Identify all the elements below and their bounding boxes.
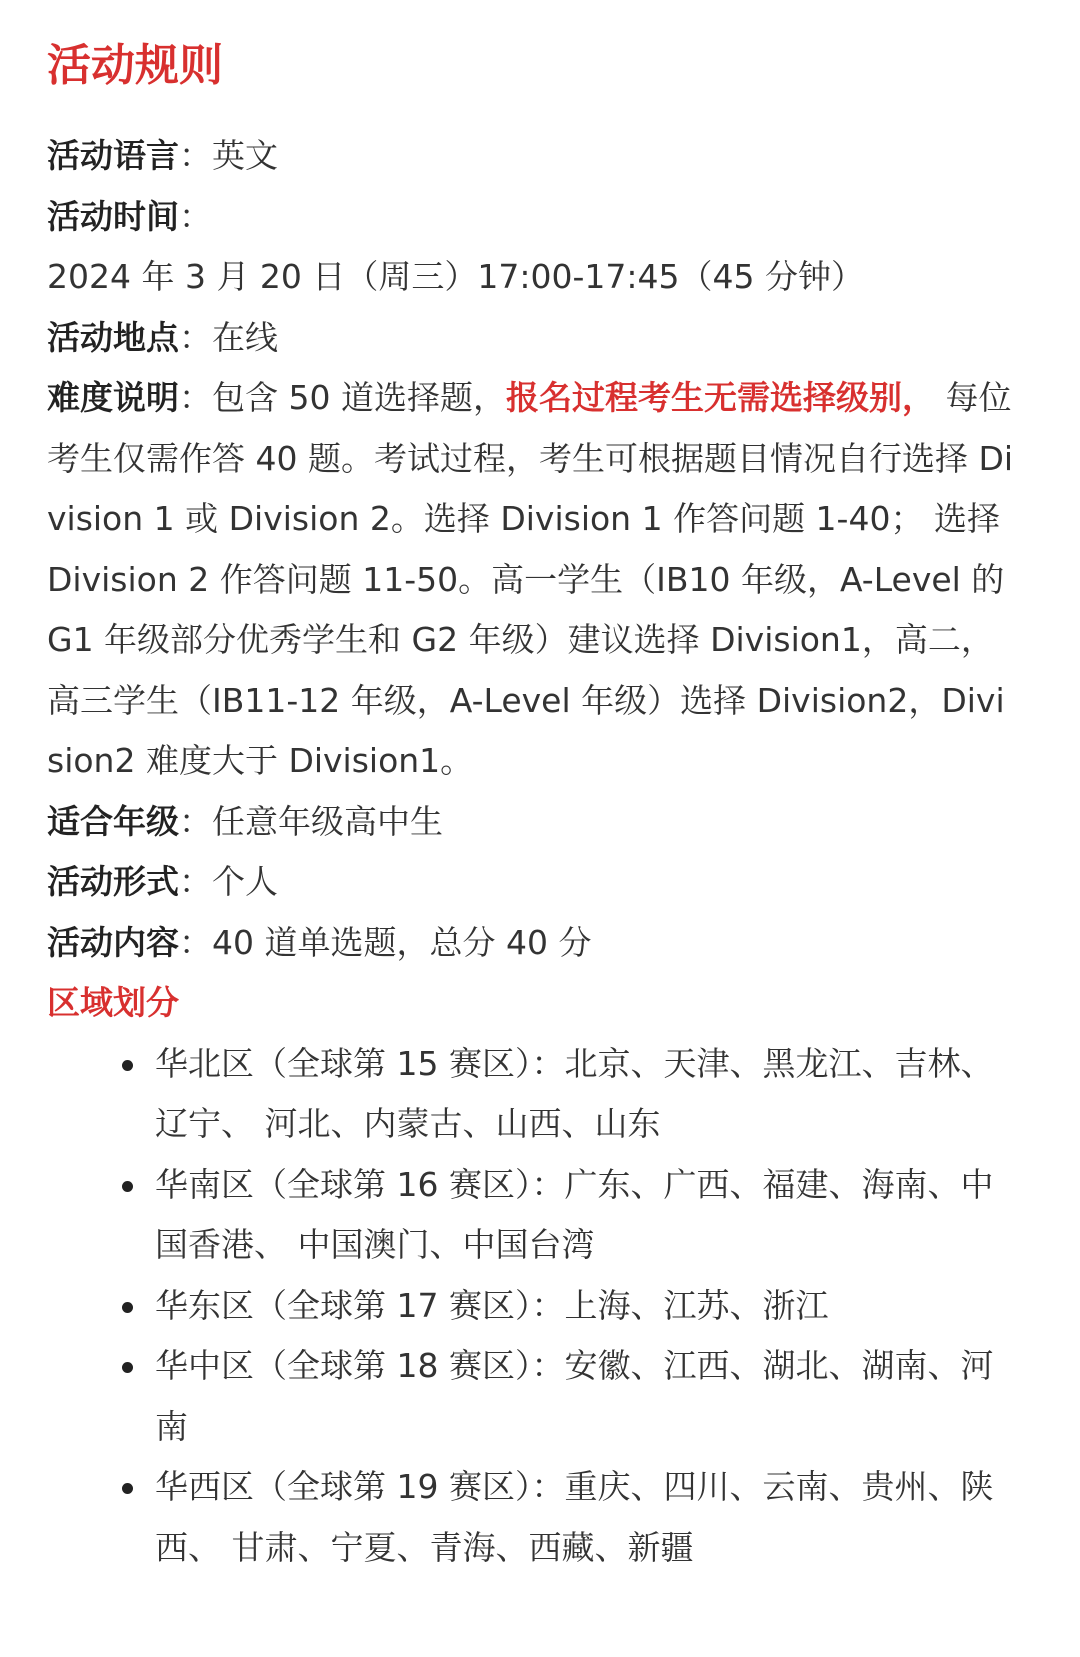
- region-item-central: [155, 1336, 1020, 1457]
- rule-grade: [47, 792, 1020, 853]
- rule-format-sep: ：: [179, 862, 212, 901]
- rule-difficulty-text-after: 每位考生仅需作答 40 题。考试过程，考生可根据题目情况自行选择 Division 1 或 Division 2。选择 Division 1 作答问题 1-40； 选择 Division 2 作答问题 11-50。高一学生（IB10 年级，A-Level 的 G1 年级部分优秀学生和 G2 年级）建议选择 Division1，高二，高三学生（IB11-12 年级，A-Level 年级）选择 Division2，Division2 难度大于 Division1。: [47, 378, 1014, 780]
- rule-content-label: 活动内容: [47, 922, 179, 962]
- rule-format-value: 个人: [212, 862, 278, 901]
- rule-grade-sep: ：: [179, 801, 212, 841]
- rule-language: [47, 126, 1020, 187]
- rule-content: [47, 913, 1020, 974]
- rule-language-label: 活动语言: [47, 136, 179, 175]
- rule-time: [47, 187, 1020, 308]
- rule-language-value: 英文: [212, 136, 278, 175]
- rule-format-label: 活动形式: [47, 862, 179, 901]
- rule-difficulty-text-before: 包含 50 道选择题，: [212, 378, 506, 417]
- rule-location-label: 活动地点: [47, 317, 179, 357]
- region-item-west: [155, 1457, 1020, 1578]
- rule-time-label: 活动时间: [47, 196, 179, 236]
- region-item-text: 华北区（全球第 15 赛区）：北京、天津、黑龙江、吉林、辽宁、 河北、内蒙古、山西、山东: [155, 1043, 994, 1143]
- page-title: 活动规则: [47, 40, 223, 91]
- rule-difficulty-highlight: 报名过程考生无需选择级别，: [505, 378, 935, 417]
- rule-difficulty-label: 难度说明: [47, 378, 179, 417]
- rule-content-value: 40 道单选题，总分 40 分: [212, 922, 592, 962]
- region-item-south: [155, 1155, 1020, 1276]
- region-item-north: [155, 1034, 1020, 1155]
- region-item-text: 华西区（全球第 19 赛区）：重庆、四川、云南、贵州、陕西、 甘肃、宁夏、青海、西藏、新疆: [155, 1467, 994, 1567]
- rule-format: [47, 852, 1020, 913]
- bullet-icon: [122, 1362, 133, 1373]
- rule-grade-value: 任意年级高中生: [212, 801, 443, 841]
- rule-time-value: 2024 年 3 月 20 日（周三）17:00-17:45（45 分钟）: [47, 257, 865, 296]
- rule-content-sep: ：: [179, 922, 212, 962]
- region-item-text: 华东区（全球第 17 赛区）：上海、江苏、浙江: [155, 1285, 829, 1325]
- regions-list: [47, 1034, 1020, 1579]
- region-item-text: 华中区（全球第 18 赛区）：安徽、江西、湖北、湖南、河南: [155, 1346, 994, 1446]
- regions-title: 区域划分: [47, 983, 179, 1022]
- rule-difficulty: [47, 368, 1020, 792]
- rule-difficulty-sep: ：: [179, 378, 212, 417]
- bullet-icon: [122, 1483, 133, 1494]
- rule-language-sep: ：: [179, 136, 212, 175]
- region-item-text: 华南区（全球第 16 赛区）：广东、广西、福建、海南、中国香港、 中国澳门、中国台湾: [155, 1164, 994, 1264]
- region-item-east: [155, 1276, 1020, 1337]
- rule-grade-label: 适合年级: [47, 801, 179, 841]
- rule-time-sep: ：: [179, 196, 212, 236]
- bullet-icon: [122, 1060, 133, 1071]
- bullet-icon: [122, 1181, 133, 1192]
- rule-location-sep: ：: [179, 317, 212, 357]
- rule-location-value: 在线: [212, 317, 278, 357]
- rule-location: [47, 308, 1020, 369]
- bullet-icon: [122, 1302, 133, 1313]
